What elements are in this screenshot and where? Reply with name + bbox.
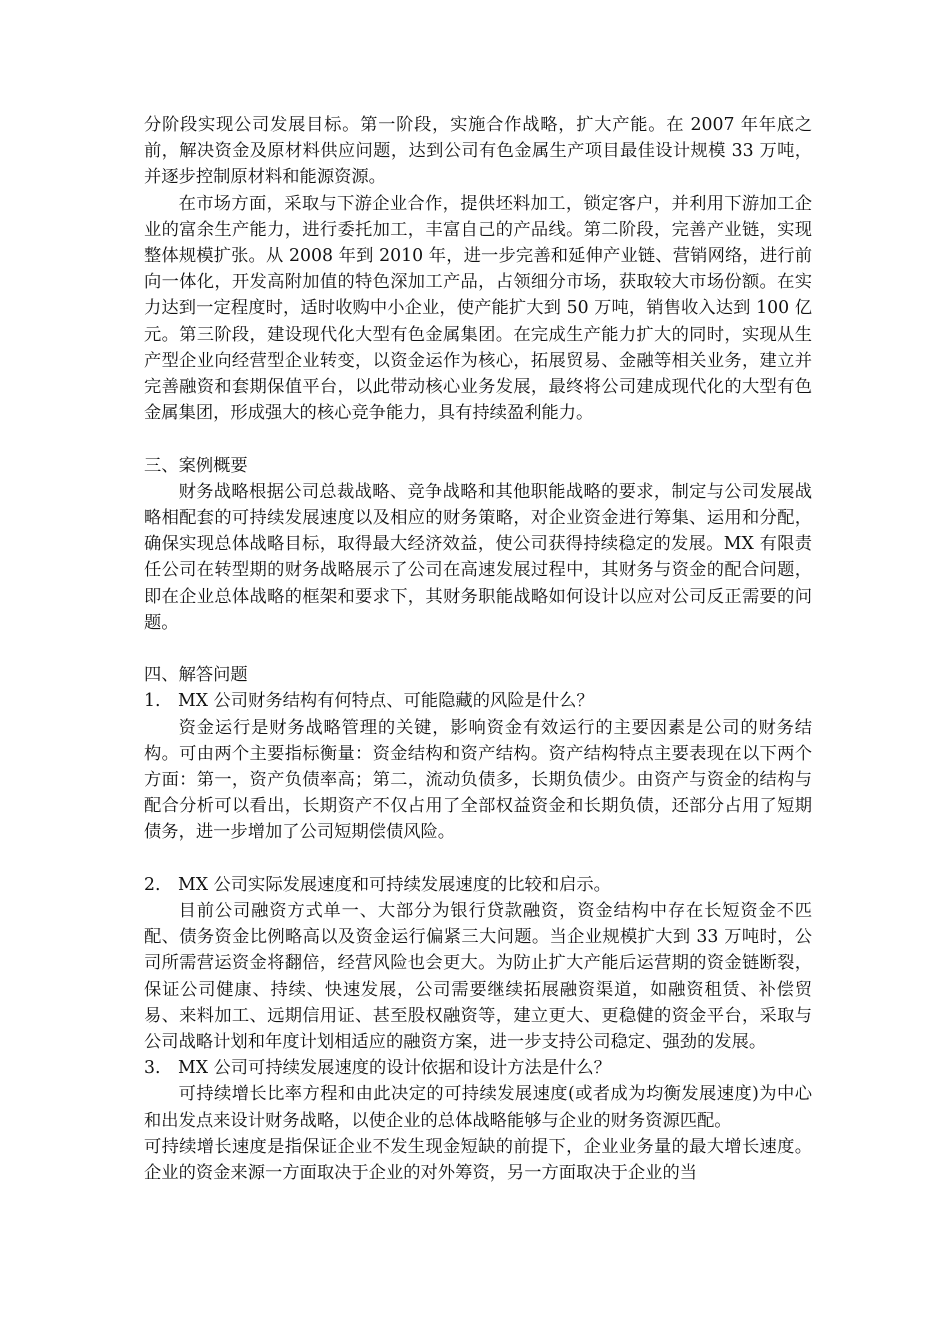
paragraph-sustainable-growth: 可持续增长速度是指保证企业不发生现金短缺的前提下，企业业务量的最大增长速度。企业的资金来源一方面取决于企业的对外筹资，另一方面取决于企业的当 xyxy=(144,1136,812,1184)
spacer xyxy=(144,846,812,872)
question-3 xyxy=(144,1055,812,1081)
answer-2: 目前公司融资方式单一、大部分为银行贷款融资，资金结构中存在长短资金不匹配、债务资金比例略高以及资金运行偏紧三大问题。当企业规模扩大到 33 万吨时，公司所需营运资金将翻倍，经营风险也会更大。为防止扩大产能后运营期的资金链断裂，保证公司健康、持续、快速发展，公司需要继续拓展融资渠道，如融资租赁、补偿贸易、来料加工、远期信用证、甚至股权融资等，建立更大、更稳健的资金平台，采取与公司战略计划和年度计划相适应的融资方案，进一步支持公司稳定、强劲的发展。 xyxy=(144,901,812,1053)
section-heading-case-summary: 三、案例概要 xyxy=(144,455,248,476)
question-2 xyxy=(144,872,812,898)
document-body xyxy=(144,112,812,1186)
spacer xyxy=(144,636,812,662)
question-text: MX 公司可持续发展速度的设计依据和设计方法是什么？ xyxy=(178,1058,611,1079)
answer-1: 资金运行是财务战略管理的关键，影响资金有效运行的主要因素是公司的财务结构。可由两个主要指标衡量：资金结构和资产结构。资产结构特点主要表现在以下两个方面：第一，资产负债率高；第二，流动负债多，长期负债少。由资产与资金的结构与配合分析可以看出，长期资产不仅占用了全部权益资金和长期负债，还部分占用了短期债务，进一步增加了公司短期偿债风险。 xyxy=(144,717,812,843)
answer-3: 可持续增长比率方程和由此决定的可持续发展速度(或者成为均衡发展速度)为中心和出发点来设计财务战略，以使企业的总体战略能够与企业的财务资源匹配。 xyxy=(144,1084,812,1131)
paragraph-stage-goals: 分阶段实现公司发展目标。第一阶段，实施合作战略，扩大产能。在 2007 年年底之前，解决资金及原材料供应问题，达到公司有色金属生产项目最佳设计规模 33 万吨，并逐步控制原材料和能源资源。 xyxy=(144,115,812,188)
question-number: 2. xyxy=(144,874,161,895)
paragraph-case-summary: 财务战略根据公司总裁战略、竞争战略和其他职能战略的要求，制定与公司发展战略相配套的可持续发展速度以及相应的财务策略，对企业资金进行筹集、运用和分配，确保实现总体战略目标，取得最大经济效益，使公司获得持续稳定的发展。MX 有限责任公司在转型期的财务战略展示了公司在高速发展过程中，其财务与资金的配合问题，即在企业总体战略的框架和要求下，其财务职能战略如何设计以应对公司反正需要的问题。 xyxy=(144,481,812,633)
question-text: MX 公司实际发展速度和可持续发展速度的比较和启示。 xyxy=(178,874,611,895)
paragraph-market-strategy: 在市场方面，采取与下游企业合作，提供坯料加工，锁定客户，并利用下游加工企业的富余生产能力，进行委托加工，丰富自己的产品线。第二阶段，完善产业链，实现整体规模扩张。从 2008 年到 2010 年，进一步完善和延伸产业链、营销网络，进行前向一体化，开发高附加值的特色深加工产品，占领细分市场，获取较大市场份额。在实力达到一定程度时，适时收购中小企业，使产能扩大到 50 万吨，销售收入达到 100 亿元。第三阶段，建设现代化大型有色金属集团。在完成生产能力扩大的同时，实现从生产型企业向经营型企业转变，以资金运作为核心，拓展贸易、金融等相关业务，建立并完善融资和套期保值平台，以此带动核心业务发展，最终将公司建成现代化的大型有色金属集团，形成强大的核心竞争能力，具有持续盈利能力。 xyxy=(144,193,812,424)
spacer xyxy=(144,426,812,452)
question-1 xyxy=(144,688,812,714)
question-text: MX 公司财务结构有何特点、可能隐藏的风险是什么？ xyxy=(178,691,594,712)
question-number: 1. xyxy=(144,691,161,712)
question-number: 3. xyxy=(144,1058,161,1079)
section-heading-questions: 四、解答问题 xyxy=(144,665,248,686)
